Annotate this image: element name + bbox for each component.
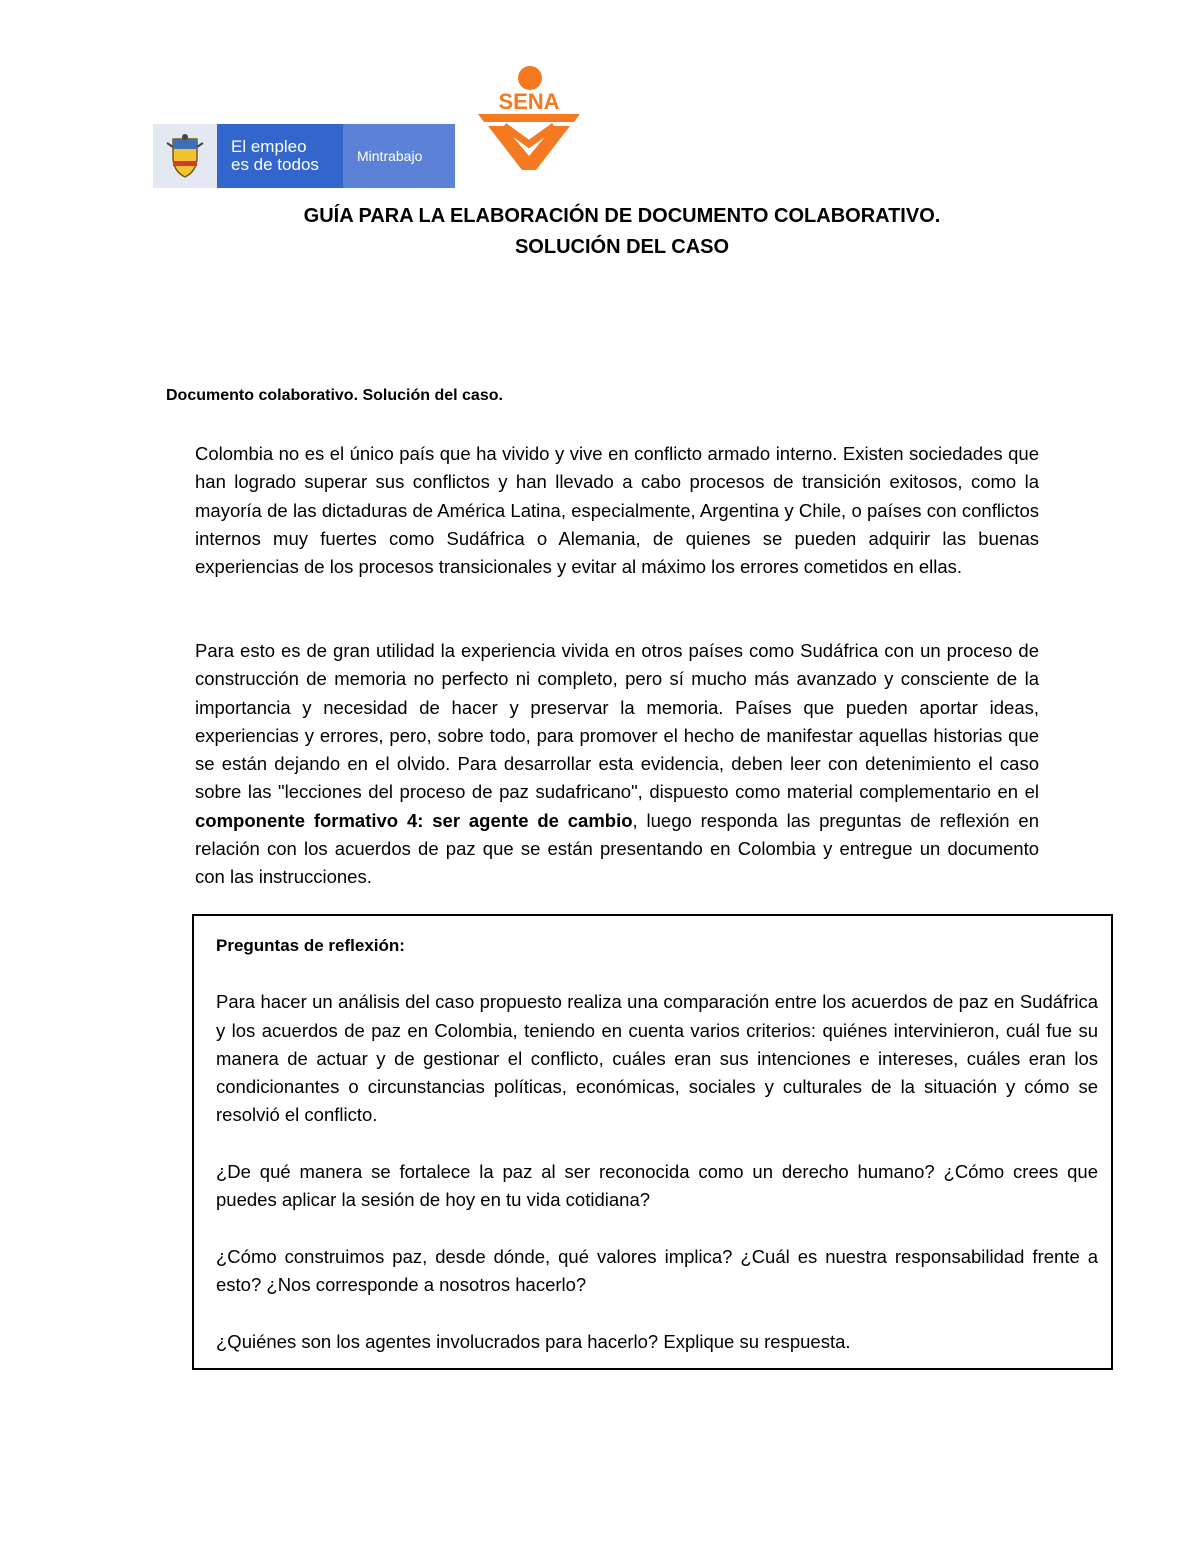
component-name: componente formativo 4: ser agente de cambio <box>195 809 633 831</box>
section-heading <box>166 387 503 405</box>
reflection-question-3: ¿Cómo construimos paz, desde dónde, qué valores implica? ¿Cuál es nuestra responsabilidad frente a esto? ¿Nos corresponde a nosotros hacerlo? <box>216 1245 1098 1296</box>
colombia-shield-icon <box>153 124 217 188</box>
paragraph-intro <box>195 440 1039 581</box>
paragraph-instructions <box>195 637 1039 892</box>
gov-slogan-line2: es de todos <box>231 155 319 174</box>
page-title-line1: GUÍA PARA LA ELABORACIÓN DE DOCUMENTO COLABORATIVO. <box>303 205 941 227</box>
ministry-label: Mintrabajo <box>343 124 455 188</box>
paragraph-intro-text: Colombia no es el único país que ha vivido y vive en conflicto armado interno. Existen sociedades que han logrado superar sus conflictos y han llevado a cabo procesos de transición exitosos, como la mayoría de las dictaduras de América Latina, especialmente, Argentina y Chile, o países con conflictos internos muy fuertes como Sudáfrica o Alemania, de quienes se pueden adquirir las buenas experiencias de los procesos transicionales y evitar al máximo los errores cometidos en ellas. <box>195 443 1039 578</box>
section-heading-text: Documento colaborativo. Solución del caso. <box>166 387 503 404</box>
sena-logo <box>474 64 584 172</box>
gov-slogan-line1: El empleo <box>231 137 307 156</box>
reflection-title: Preguntas de reflexión: <box>216 936 405 955</box>
paragraph-instructions-after: , luego responda las preguntas de reflexión en relación con los acuerdos de paz que se están presentando en Colombia y entregue un documento con las instrucciones. <box>195 809 1039 888</box>
paragraph-instructions-before: Para esto es de gran utilidad la experiencia vivida en otros países como Sudáfrica con un proceso de construcción de memoria no perfecto ni completo, pero sí mucho más avanzado y consciente de la importancia y necesidad de hacer y preservar la memoria. Países que pueden aportar ideas, experiencias y errores, pero, sobre todo, para promover el hecho de manifestar aquellas historias que se están dejando en el olvido. Para desarrollar esta evidencia, deben leer con detenimiento el caso sobre las "lecciones del proceso de paz sudafricano", dispuesto como material complementario en el <box>195 640 1039 803</box>
paragraph-instructions-text <box>195 637 1039 892</box>
reflection-question-2: ¿De qué manera se fortalece la paz al ser reconocida como un derecho humano? ¿Cómo crees que puedes aplicar la sesión de hoy en tu vida cotidiana? <box>216 1161 1098 1211</box>
page-title-line2: SOLUCIÓN DEL CASO <box>514 236 730 258</box>
reflection-question-4: ¿Quiénes son los agentes involucrados para hacerlo? Explique su respuesta. <box>216 1330 851 1352</box>
sena-logo-text: SENA <box>498 89 560 114</box>
gov-slogan <box>217 124 343 188</box>
reflection-question-1: Para hacer un análisis del caso propuesto realiza una comparación entre los acuerdos de paz en Sudáfrica y los acuerdos de paz en Colombia, teniendo en cuenta varios criterios: quiénes intervinieron, cuál fue su manera de actuar y de gestionar el conflicto, cuáles eran sus intenciones e intereses, cuáles eran los condicionantes o circunstancias políticas, económicas, sociales y culturales de la situación y cómo se resolvió el conflicto. <box>216 991 1098 1126</box>
gov-logo <box>153 124 455 188</box>
reflection-questions-box <box>192 914 1113 1370</box>
